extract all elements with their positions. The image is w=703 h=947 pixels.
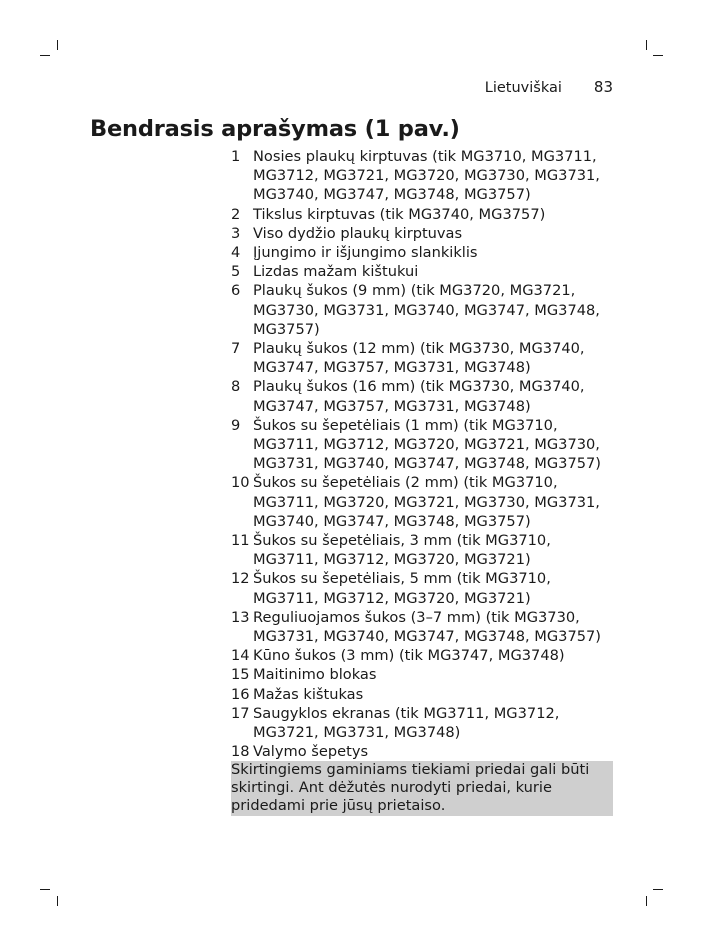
list-item [231, 224, 614, 243]
list-item-text: Šukos su šepetėliais (1 mm) (tik MG3710, MG3711, MG3712, MG3720, MG3721, MG3730, MG3731, MG3740, MG3747, MG3748, MG3757) [253, 416, 602, 473]
crop-mark [40, 889, 50, 890]
list-item-number: 15 [231, 666, 250, 684]
list-item [231, 665, 614, 684]
list-item-text: Valymo šepetys [253, 743, 369, 761]
crop-mark [653, 889, 663, 890]
list-item-text: Plaukų šukos (12 mm) (tik MG3730, MG3740, MG3747, MG3757, MG3731, MG3748) [253, 340, 585, 377]
list-item-text: Plaukų šukos (16 mm) (tik MG3730, MG3740, MG3747, MG3757, MG3731, MG3748) [253, 378, 585, 415]
list-item-text: Plaukų šukos (9 mm) (tik MG3720, MG3721, MG3730, MG3731, MG3740, MG3747, MG3748, MG3757) [253, 282, 600, 338]
list-item-number: 7 [231, 340, 241, 358]
list-item-text: Šukos su šepetėliais, 5 mm (tik MG3710, MG3711, MG3712, MG3720, MG3721) [253, 570, 551, 607]
list-item-text: Lizdas mažam kištukui [253, 263, 419, 281]
list-item [231, 685, 614, 704]
list-item [231, 531, 614, 569]
list-item-text: Kūno šukos (3 mm) (tik MG3747, MG3748) [253, 647, 565, 665]
list-item-text: Šukos su šepetėliais (2 mm) (tik MG3710, MG3711, MG3720, MG3721, MG3730, MG3731, MG3740, MG3747, MG3748, MG3757) [253, 474, 600, 530]
crop-mark [57, 40, 58, 50]
list-item-number: 14 [231, 647, 250, 665]
list-item-text: Reguliuojamos šukos (3–7 mm) (tik MG3730, MG3731, MG3740, MG3747, MG3748, MG3757) [253, 608, 602, 646]
crop-mark [653, 55, 663, 56]
list-item-text: Nosies plaukų kirptuvas (tik MG3710, MG3711, MG3712, MG3721, MG3720, MG3730, MG3731, MG3740, MG3747, MG3748, MG3757) [253, 148, 600, 204]
list-item-number: 9 [231, 416, 241, 434]
list-item-text: Saugyklos ekranas (tik MG3711, MG3712, MG3721, MG3731, MG3748) [253, 704, 560, 742]
crop-mark [646, 40, 647, 50]
list-item [231, 339, 614, 377]
list-item-number: 18 [231, 743, 250, 761]
crop-mark [646, 896, 647, 906]
list-item [231, 205, 614, 224]
list-item-number: 4 [231, 244, 241, 262]
list-item [231, 281, 614, 339]
list-item-number: 16 [231, 685, 250, 703]
list-item-text: Mažas kištukas [253, 685, 364, 703]
parts-list [231, 147, 614, 762]
list-item [231, 243, 614, 262]
list-item-text: Viso dydžio plaukų kirptuvas [253, 224, 463, 242]
list-item-number: 5 [231, 263, 241, 281]
crop-mark [57, 896, 58, 906]
language-label: Lietuviškai [484, 80, 562, 96]
list-item-number: 6 [231, 282, 241, 300]
list-item [231, 473, 614, 531]
crop-mark [40, 55, 50, 56]
list-item-number: 17 [231, 704, 250, 722]
list-item [231, 569, 614, 607]
list-item-number: 8 [231, 378, 241, 396]
list-item [231, 147, 614, 205]
section-title: Bendrasis aprašymas (1 pav.) [90, 116, 460, 142]
list-item-number: 2 [231, 205, 241, 223]
list-item-number: 13 [231, 608, 250, 626]
list-item [231, 742, 614, 761]
page-header [485, 78, 613, 96]
list-item [231, 608, 614, 646]
list-item [231, 377, 614, 415]
list-item [231, 646, 614, 665]
list-item-number: 12 [231, 570, 250, 588]
list-item [231, 262, 614, 281]
note-box: Skirtingiems gaminiams tiekiami priedai gali būti skirtingi. Ant dėžutės nurodyti priedai, kurie pridedami prie jūsų prietaiso. [231, 761, 613, 816]
list-item-number: 1 [231, 148, 241, 165]
list-item-text: Įjungimo ir išjungimo slankiklis [253, 244, 478, 262]
page-number: 83 [593, 78, 613, 96]
list-item [231, 704, 614, 742]
list-item-text: Tikslus kirptuvas (tik MG3740, MG3757) [253, 205, 546, 223]
list-item-number: 10 [231, 474, 250, 492]
list-item [231, 416, 614, 474]
list-item-text: Maitinimo blokas [253, 666, 377, 684]
list-item-number: 3 [231, 224, 241, 242]
list-item-number: 11 [231, 532, 250, 550]
list-item-text: Šukos su šepetėliais, 3 mm (tik MG3710, MG3711, MG3712, MG3720, MG3721) [253, 532, 551, 569]
